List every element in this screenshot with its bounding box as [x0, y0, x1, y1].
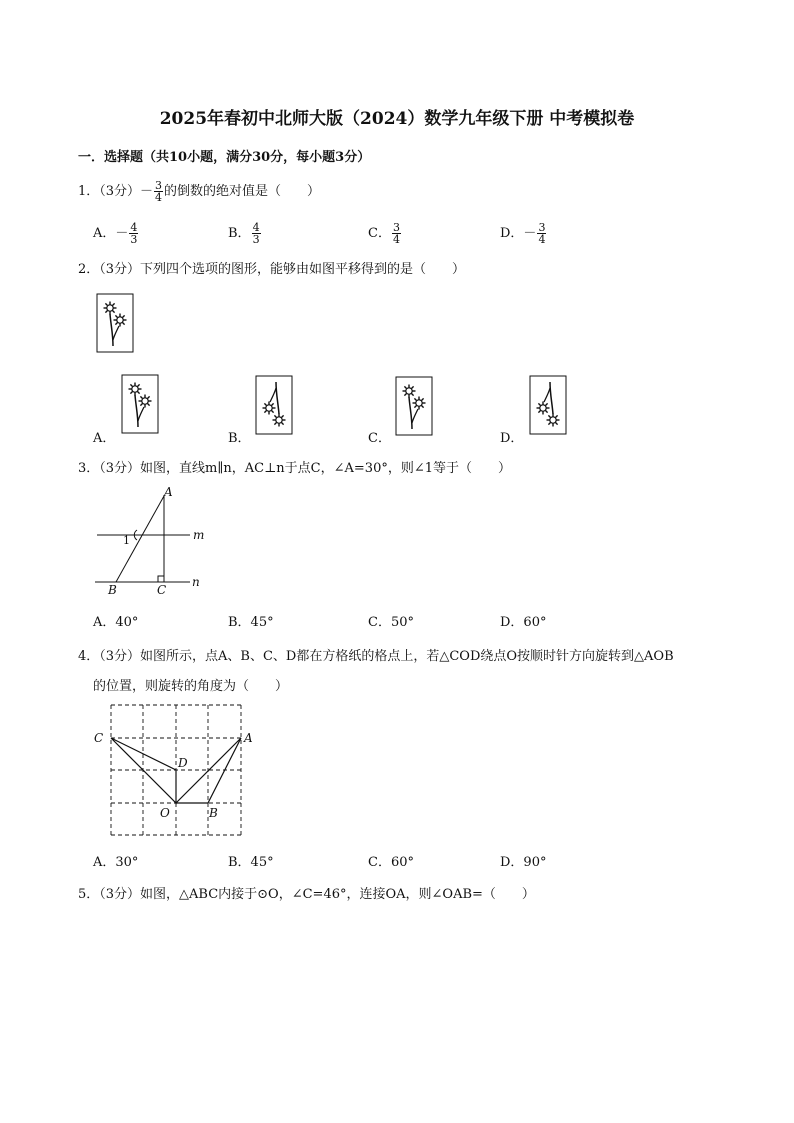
q3-label-1: 1	[123, 534, 130, 547]
q3-label-b: B	[108, 583, 117, 597]
q1-opt-c-den: 4	[392, 233, 400, 246]
q4-label-d: D	[178, 756, 188, 770]
question-2: 2．（3分）下列四个选项的图形，能够由如图平移得到的是（ ）	[78, 262, 466, 277]
question-3: 3．（3分）如图，直线m∥n，AC⊥n于点C，∠A=30°，则∠1等于（ ）	[78, 461, 512, 476]
q3-option-d[interactable]: D．60°	[500, 615, 547, 630]
q1-opt-c-num: 3	[392, 221, 400, 234]
q3-option-a[interactable]: A．40°	[93, 615, 139, 630]
q1-opt-c-label: C．	[368, 226, 391, 241]
q2-option-d[interactable]: D．	[500, 431, 524, 446]
q1-opt-a-den: 3	[130, 233, 138, 246]
q3-label-c: C	[157, 583, 167, 597]
q1-opt-b-num: 4	[252, 221, 260, 234]
q1-opt-d-label: D．－	[500, 226, 537, 241]
q1-suffix: 的倒数的绝对值是（ ）	[164, 184, 321, 199]
q1-opt-d-den: 4	[538, 233, 546, 246]
q1-opt-b-den: 3	[252, 233, 260, 246]
q3-label-n: n	[192, 575, 200, 589]
q1-den: 4	[155, 191, 163, 204]
q4-label-b: B	[209, 806, 218, 820]
q2-option-a[interactable]: A．	[93, 431, 116, 446]
q4-label-a: A	[244, 731, 253, 745]
q4-option-c[interactable]: C．60°	[368, 855, 414, 870]
q1-prefix: 1．（3分）－	[78, 184, 154, 199]
q1-num: 3	[155, 179, 163, 192]
q3-option-b[interactable]: B．45°	[228, 615, 274, 630]
q1-opt-a-label: A．－	[93, 226, 129, 241]
q1-opt-d-num: 3	[538, 221, 546, 234]
q3-label-a: A	[164, 485, 173, 499]
q3-option-c[interactable]: C．50°	[368, 615, 414, 630]
question-4-line-2: 的位置，则旋转的角度为（ ）	[93, 679, 289, 694]
q3-label-m: m	[193, 528, 205, 542]
q1-opt-a-num: 4	[130, 221, 138, 234]
q4-option-b[interactable]: B．45°	[228, 855, 274, 870]
question-5: 5．（3分）如图，△ABC内接于⊙O，∠C=46°，连接OA，则∠OAB=（ ）	[78, 887, 535, 902]
q4-label-o: O	[160, 806, 170, 820]
question-4-line-1: 4．（3分）如图所示，点A、B、C、D都在方格纸的格点上，若△COD绕点O按顺时针方向旋转到△AOB	[78, 649, 674, 664]
page-title: 2025年春初中北师大版（2024）数学九年级下册 中考模拟卷	[159, 109, 635, 129]
q4-label-c: C	[94, 731, 104, 745]
q4-option-d[interactable]: D．90°	[500, 855, 547, 870]
section-heading: 一．选择题（共10小题，满分30分，每小题3分）	[78, 150, 371, 165]
q2-option-c[interactable]: C．	[368, 431, 391, 446]
q1-opt-b-label: B．	[228, 226, 251, 241]
q4-option-a[interactable]: A．30°	[93, 855, 139, 870]
q2-option-b[interactable]: B．	[228, 431, 251, 446]
